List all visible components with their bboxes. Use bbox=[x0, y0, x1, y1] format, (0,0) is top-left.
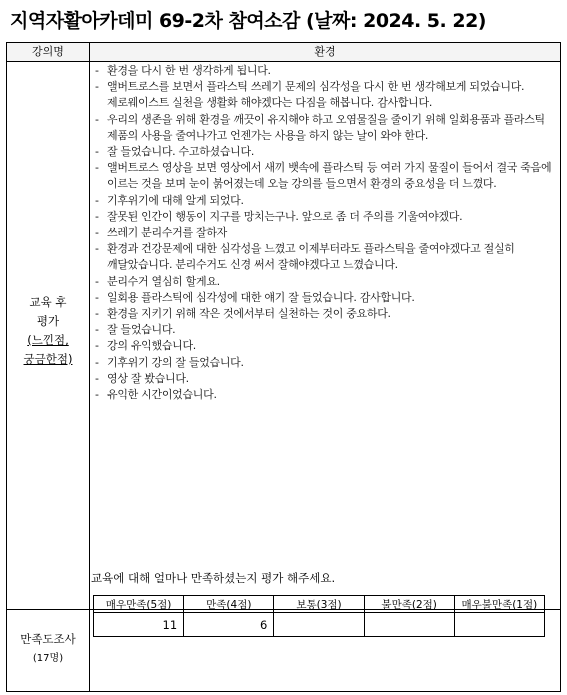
bullet-dash: - bbox=[95, 274, 99, 288]
comment-text: 환경을 지키기 위해 작은 것에서부터 실천하는 것이 중요하다. bbox=[107, 307, 391, 321]
bullet-dash: - bbox=[95, 193, 99, 207]
list-item bbox=[95, 274, 557, 290]
rating-value bbox=[454, 613, 544, 637]
list-item bbox=[95, 193, 557, 209]
rating-header: 불만족(2점) bbox=[364, 596, 454, 613]
comment-text: 잘못된 인간이 행동이 지구를 망치는구나. 앞으로 좀 더 주의를 기울여야겠다. bbox=[107, 209, 463, 223]
comment-text: 분리수거 열심히 할게요. bbox=[107, 274, 220, 288]
evaluation-label: 교육 후 평가 (느낀점, 궁금한점) bbox=[23, 295, 73, 366]
rating-value: 11 bbox=[94, 613, 184, 637]
list-item bbox=[95, 322, 557, 338]
header-divider bbox=[7, 61, 560, 62]
satisfaction-table bbox=[93, 595, 545, 637]
comment-text: 기후위기 강의 잘 들었습니다. bbox=[107, 355, 244, 369]
satisfaction-label: 만족도조사 (17명) bbox=[7, 630, 89, 668]
list-item bbox=[95, 338, 557, 354]
bullet-dash: - bbox=[95, 145, 99, 159]
bullet-dash: - bbox=[95, 242, 99, 256]
rating-header: 만족(4점) bbox=[184, 596, 274, 613]
environment-header: 환경 bbox=[90, 43, 560, 61]
list-item bbox=[95, 306, 557, 322]
comment-text: 환경을 다시 한 번 생각하게 됩니다. bbox=[107, 64, 271, 77]
comment-text: 영상 잘 봤습니다. bbox=[107, 371, 189, 385]
bullet-dash: - bbox=[95, 307, 99, 321]
list-item bbox=[95, 371, 557, 387]
comment-text: 잘 들었습니다. 수고하셨습니다. bbox=[107, 145, 255, 159]
comment-text: 앨버트로스를 보면서 플라스틱 쓰레기 문제의 심각성을 다시 한 번 생각해보게 되었습니다. 제로웨이스트 실천을 생활화 해야겠다는 다짐을 해봅니다. 감사합니다. bbox=[107, 80, 525, 110]
list-item bbox=[95, 355, 557, 371]
satisfaction-prompt: 교육에 대해 얼마나 만족하셨는지 평가 해주세요. bbox=[91, 571, 336, 585]
column-divider bbox=[89, 43, 90, 691]
list-item bbox=[95, 241, 557, 273]
rating-header: 매우불만족(1점) bbox=[454, 596, 544, 613]
respondent-count: (17명) bbox=[32, 653, 64, 664]
list-item bbox=[95, 290, 557, 306]
comment-text: 강의 유익했습니다. bbox=[107, 339, 197, 353]
satisfaction-header-row bbox=[94, 596, 545, 613]
list-item bbox=[95, 63, 557, 79]
bullet-dash: - bbox=[95, 161, 99, 175]
comment-text: 유익한 시간이었습니다. bbox=[107, 388, 217, 402]
bullet-dash: - bbox=[95, 323, 99, 337]
comment-text: 일회용 플라스틱에 심각성에 대한 얘기 잘 들었습니다. 감사합니다. bbox=[107, 290, 415, 304]
comment-text: 쓰레기 분리수거를 잘하자 bbox=[107, 226, 227, 240]
bullet-dash: - bbox=[95, 371, 99, 385]
list-item bbox=[95, 387, 557, 403]
list-item bbox=[95, 79, 557, 111]
list-item bbox=[95, 160, 557, 192]
bullet-dash: - bbox=[95, 209, 99, 223]
list-item bbox=[95, 112, 557, 144]
bullet-dash: - bbox=[95, 64, 99, 77]
course-name-header: 강의명 bbox=[7, 43, 89, 61]
rating-value bbox=[364, 613, 454, 637]
bullet-dash: - bbox=[95, 112, 99, 126]
page-title: 지역자활아카데미 69-2차 참여소감 (날짜: 2024. 5. 22) bbox=[10, 10, 486, 32]
rating-header: 보통(3점) bbox=[274, 596, 364, 613]
rating-value: 6 bbox=[184, 613, 274, 637]
comment-text: 우리의 생존을 위해 환경을 깨끗이 유지해야 하고 오염물질을 줄이기 위해 일회용품과 플라스틱 제품의 사용을 줄여나가고 언젠가는 사용을 하지 않는 날이 와야 한다. bbox=[107, 112, 545, 142]
bullet-dash: - bbox=[95, 226, 99, 240]
bullet-dash: - bbox=[95, 388, 99, 402]
bullet-dash: - bbox=[95, 80, 99, 94]
bullet-dash: - bbox=[95, 339, 99, 353]
bullet-dash: - bbox=[95, 355, 99, 369]
list-item bbox=[95, 225, 557, 241]
list-item bbox=[95, 144, 557, 160]
bullet-dash: - bbox=[95, 290, 99, 304]
comment-text: 앨버트로스 영상을 보면 영상에서 새끼 뱃속에 플라스틱 등 여러 가지 물질이 들어서 결국 죽음에 이르는 것을 보며 눈이 붉어졌는데 오늘 강의를 들으면서 환경의 중요성을 더 느꼈다. bbox=[107, 161, 552, 191]
comment-text: 잘 들었습니다. bbox=[107, 323, 176, 337]
comment-text: 기후위기에 대해 알게 되었다. bbox=[107, 193, 244, 207]
list-item bbox=[95, 209, 557, 225]
satisfaction-value-row bbox=[94, 613, 545, 637]
comment-text: 환경과 건강문제에 대한 심각성을 느꼈고 이제부터라도 플라스틱을 줄여야겠다고 절실히 깨달았습니다. 분리수거도 신경 써서 잘해야겠다고 느꼈습니다. bbox=[107, 242, 515, 272]
evaluation-list bbox=[95, 63, 557, 403]
rating-value bbox=[274, 613, 364, 637]
rating-header: 매우만족(5점) bbox=[94, 596, 184, 613]
